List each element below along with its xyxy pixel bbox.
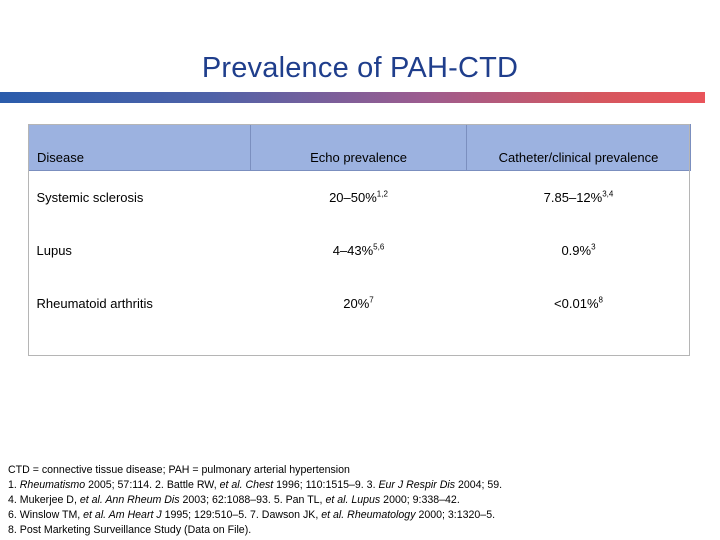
echo-cell — [251, 277, 467, 330]
echo-ref: 1,2 — [376, 189, 388, 199]
echo-ref: 5,6 — [373, 242, 385, 252]
ref-text: 2000; 9:338–42. — [380, 494, 460, 506]
cath-ref: 8 — [598, 295, 603, 305]
ref-text: 2003; 62:1088–93. 5. Pan TL, — [179, 494, 326, 506]
cath-cell — [467, 171, 691, 224]
prevalence-table — [28, 124, 691, 330]
cath-value: 7.85–12% — [543, 189, 603, 205]
ref-journal: et al. Chest — [219, 479, 274, 491]
echo-value: 20–50% — [329, 189, 377, 205]
ref-journal: et al. Lupus — [325, 494, 381, 506]
cath-value: <0.01% — [554, 295, 599, 311]
disease-cell: Rheumatoid arthritis — [36, 295, 153, 311]
ref-journal: et al. Rheumatology — [321, 509, 416, 521]
cath-ref: 3,4 — [602, 189, 614, 199]
disease-cell: Lupus — [36, 242, 72, 258]
ref-text: 4. Mukerjee D, — [8, 494, 80, 506]
table-row — [29, 277, 691, 330]
table-header-row — [29, 125, 691, 171]
ref-journal: et al. Am Heart J — [83, 509, 162, 521]
echo-value: 20% — [343, 295, 370, 311]
echo-cell — [251, 171, 467, 224]
prevalence-table-container — [28, 124, 690, 356]
cath-value: 0.9% — [561, 242, 592, 258]
slide-title: Prevalence of PAH-CTD — [201, 52, 519, 84]
title-gradient-rule — [0, 92, 705, 103]
ref-text: 2004; 59. — [455, 479, 503, 491]
footnote-abbreviations: CTD = connective tissue disease; PAH = pulmonary arterial hypertension — [8, 464, 350, 476]
cath-cell — [467, 224, 691, 277]
table-row — [29, 224, 691, 277]
ref-text: 1. — [8, 479, 20, 491]
table-row — [29, 171, 691, 224]
echo-cell — [251, 224, 467, 277]
ref-text: 2000; 3:1320–5. — [415, 509, 496, 521]
footnote-line — [8, 478, 713, 493]
footnotes — [8, 463, 713, 538]
footnote-line — [8, 508, 713, 523]
header-catheter-prevalence: Catheter/clinical prevalence — [467, 125, 691, 171]
echo-ref: 7 — [369, 295, 374, 305]
ref-text: 6. Winslow TM, — [8, 509, 84, 521]
header-disease: Disease — [29, 125, 251, 171]
ref-text: 1996; 110:1515–9. 3. — [273, 479, 379, 491]
footnote-line: 8. Post Marketing Surveillance Study (Data on File). — [8, 524, 252, 536]
ref-journal: Eur J Respir Dis — [378, 479, 455, 491]
ref-text: 1995; 129:510–5. 7. Dawson JK, — [161, 509, 322, 521]
header-echo-prevalence: Echo prevalence — [251, 125, 467, 171]
cath-ref: 3 — [591, 242, 596, 252]
ref-text: 2005; 57:114. 2. Battle RW, — [85, 479, 220, 491]
ref-journal: et al. Ann Rheum Dis — [79, 494, 180, 506]
echo-value: 4–43% — [332, 242, 374, 258]
cath-cell — [467, 277, 691, 330]
ref-journal: Rheumatismo — [19, 479, 86, 491]
footnote-line — [8, 493, 713, 508]
disease-cell: Systemic sclerosis — [36, 189, 144, 205]
